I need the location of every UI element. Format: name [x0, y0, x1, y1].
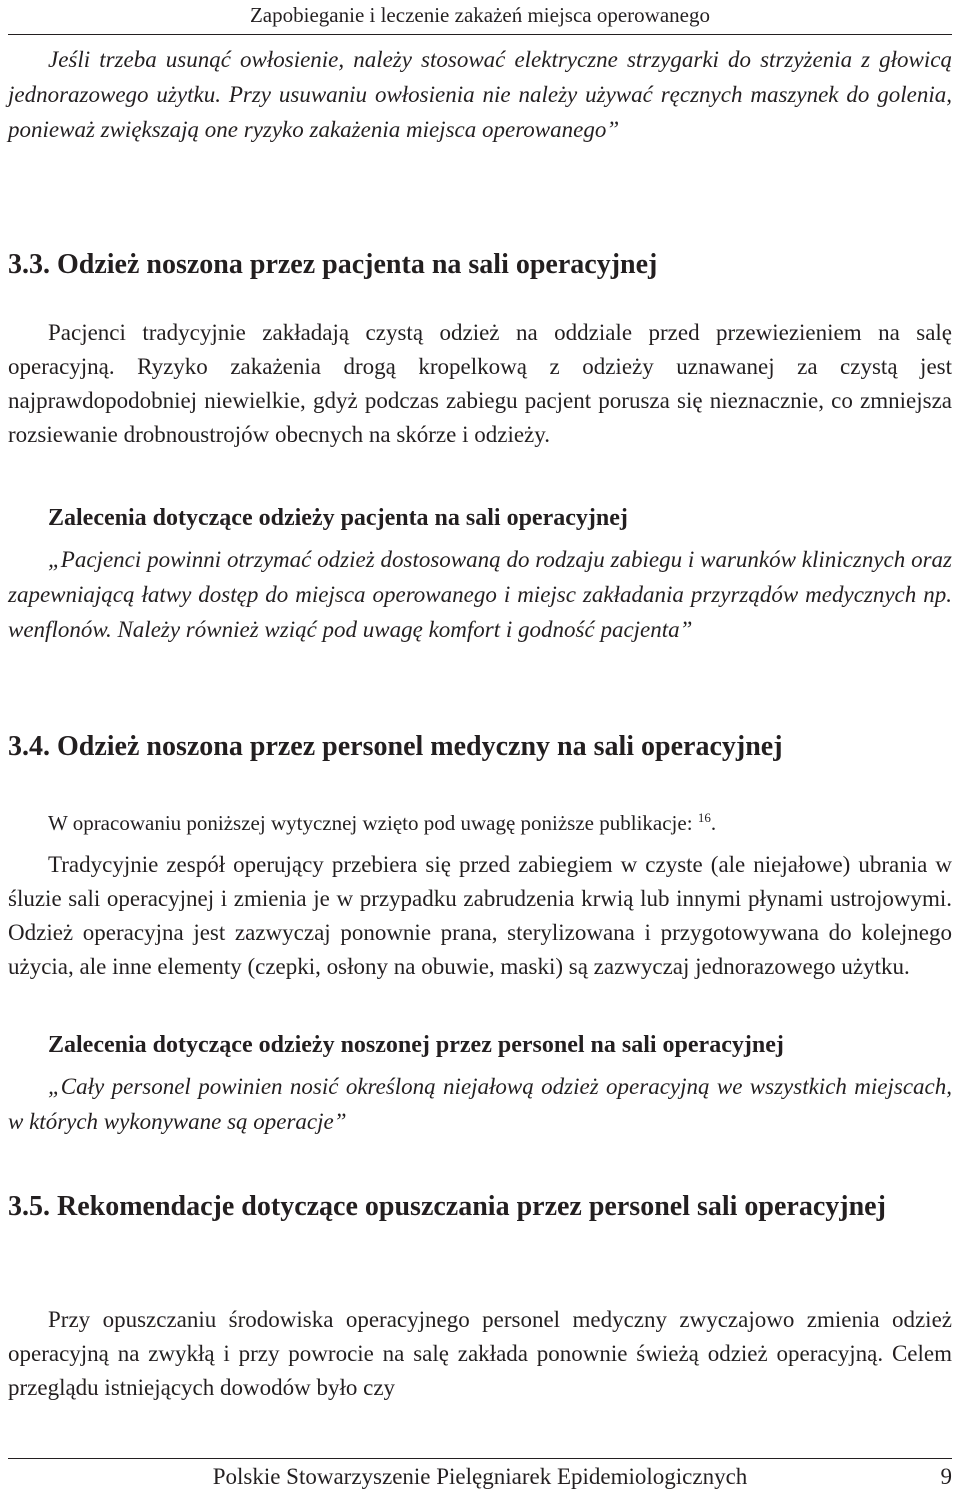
footer-divider: [8, 1458, 952, 1459]
section-3-3-heading: 3.3. Odzież noszona przez pacjenta na sali operacyjnej: [8, 249, 658, 280]
reference-superscript: 16: [697, 810, 711, 825]
section-3-5-paragraph: Przy opuszczaniu środowiska operacyjnego personel medyczny zwyczajowo zmienia odzież operacyjną na zwykłą i przy powrocie na salę zakłada ponownie świeżą odzież operacyjną. Celem przeglądu istniejących dowodów było czy: [8, 1307, 952, 1400]
section-3-4-paragraph: Tradycyjnie zespół operujący przebiera się przed zabiegiem w czyste (ale niejałowe) ubrania w śluzie sali operacyjnej i zmienia je w przypadku zabrudzenia krwią lub innymi płynami ustrojowymi. Odzież operacyjna jest zazwyczaj ponownie prana, sterylizowana i przygotowywana do kolejnego użycia, ale inne elementy (czepki, osłony na obuwie, maski) są zazwyczaj jednorazowego użytku.: [8, 852, 952, 979]
section-3-4-note: [8, 801, 952, 840]
recommendation-patient-quote: „Pacjenci powinni otrzymać odzież dostosowaną do rodzaju zabiegu i warunków klinicznych oraz zapewniającą łatwy dostęp do miejsca operowanego i miejsc zakładania przyrządów medycznych np. wenflonów. Należy również wziąć pod uwagę komfort i godność pacjenta”: [8, 547, 952, 642]
footer-publisher: Polskie Stowarzyszenie Pielęgniarek Epidemiologicznych: [212, 1464, 748, 1489]
note-period: .: [710, 811, 717, 835]
recommendation-patient-heading: Zalecenia dotyczące odzieży pacjenta na sali operacyjnej: [48, 505, 628, 531]
section-3-5-heading: 3.5. Rekomendacje dotyczące opuszczania przez personel sali operacyjnej: [8, 1191, 886, 1222]
section-3-4-note-text: W opracowaniu poniższej wytycznej wzięto pod uwagę poniższe publikacje:: [48, 811, 693, 835]
running-header: Zapobieganie i leczenie zakażeń miejsca operowanego: [249, 3, 710, 27]
header-divider: [8, 34, 952, 35]
page-number: 9: [940, 1464, 952, 1489]
recommendation-staff-quote: „Cały personel powinien nosić określoną niejałową odzież operacyjną we wszystkich miejscach, w których wykonywane są operacje”: [8, 1074, 952, 1134]
recommendation-staff-heading: Zalecenia dotyczące odzieży noszonej przez personel na sali operacyjnej: [48, 1032, 784, 1058]
quote-hair-removal: Jeśli trzeba usunąć owłosienie, należy stosować elektryczne strzygarki do strzyżenia z głowicą jednorazowego użytku. Przy usuwaniu owłosienia nie należy używać ręcznych maszynek do golenia, ponieważ zwiększają one ryzyko zakażenia miejsca operowanego”: [8, 47, 952, 142]
section-3-4-heading: 3.4. Odzież noszona przez personel medyczny na sali operacyjnej: [8, 731, 783, 762]
section-3-3-paragraph: Pacjenci tradycyjnie zakładają czystą odzież na oddziale przed przewiezieniem na salę operacyjną. Ryzyko zakażenia drogą kropelkową z odzieży uznawanej za czystą jest najprawdopodobniej niewielkie, gdyż podczas zabiegu pacjent porusza się nieznacznie, co zmniejsza rozsiewanie drobnoustrojów obecnych na skórze i odzieży.: [8, 320, 952, 447]
